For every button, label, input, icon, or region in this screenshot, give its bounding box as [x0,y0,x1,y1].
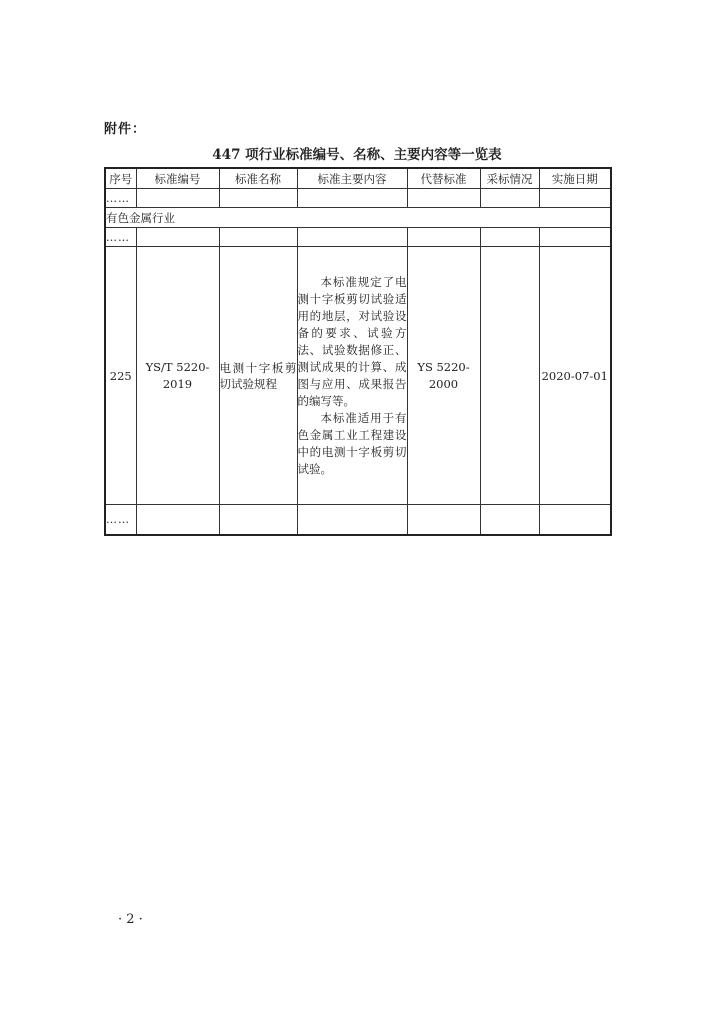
header-std-no: 标准编号 [136,168,219,189]
table-title: 447 项行业标准编号、名称、主要内容等一览表 [212,147,502,163]
page-number: · 2 · [118,912,143,927]
section-row [105,208,611,228]
header-adoption: 采标情况 [480,168,539,189]
cell-std-no: YS/T 5220-2019 [136,247,219,505]
cell-std-name: 电测十字板剪切试验规程 [219,247,297,505]
table-row [105,228,611,247]
attachment-label: 附件： [104,122,147,137]
cell-content [297,247,407,505]
ellipsis: …… [105,505,136,536]
cell-seq: 225 [105,247,136,505]
table-row [105,505,611,536]
content-paragraph: 本标准适用于有色金属工业工程建设中的电测十字板剪切试验。 [297,410,407,476]
ellipsis: …… [105,189,136,208]
table-row [105,189,611,208]
cell-adoption [480,247,539,505]
ellipsis: …… [105,228,136,247]
table-header-row [105,168,611,189]
content-paragraph: 本标准规定了电测十字板剪切试验适用的地层，对试验设备的要求、试验方法、试验数据修正、测试成果的计算、成图与应用、成果报告的编写等。 [297,274,407,408]
header-content: 标准主要内容 [297,168,407,189]
header-seq: 序号 [105,168,136,189]
cell-effective-date: 2020-07-01 [539,247,611,505]
standards-table [104,167,612,536]
header-replaced: 代替标准 [407,168,480,189]
table-row [105,247,611,505]
header-std-name: 标准名称 [219,168,297,189]
section-label: 有色金属行业 [105,208,611,228]
cell-replaced: YS 5220-2000 [407,247,480,505]
header-effective-date: 实施日期 [539,168,611,189]
